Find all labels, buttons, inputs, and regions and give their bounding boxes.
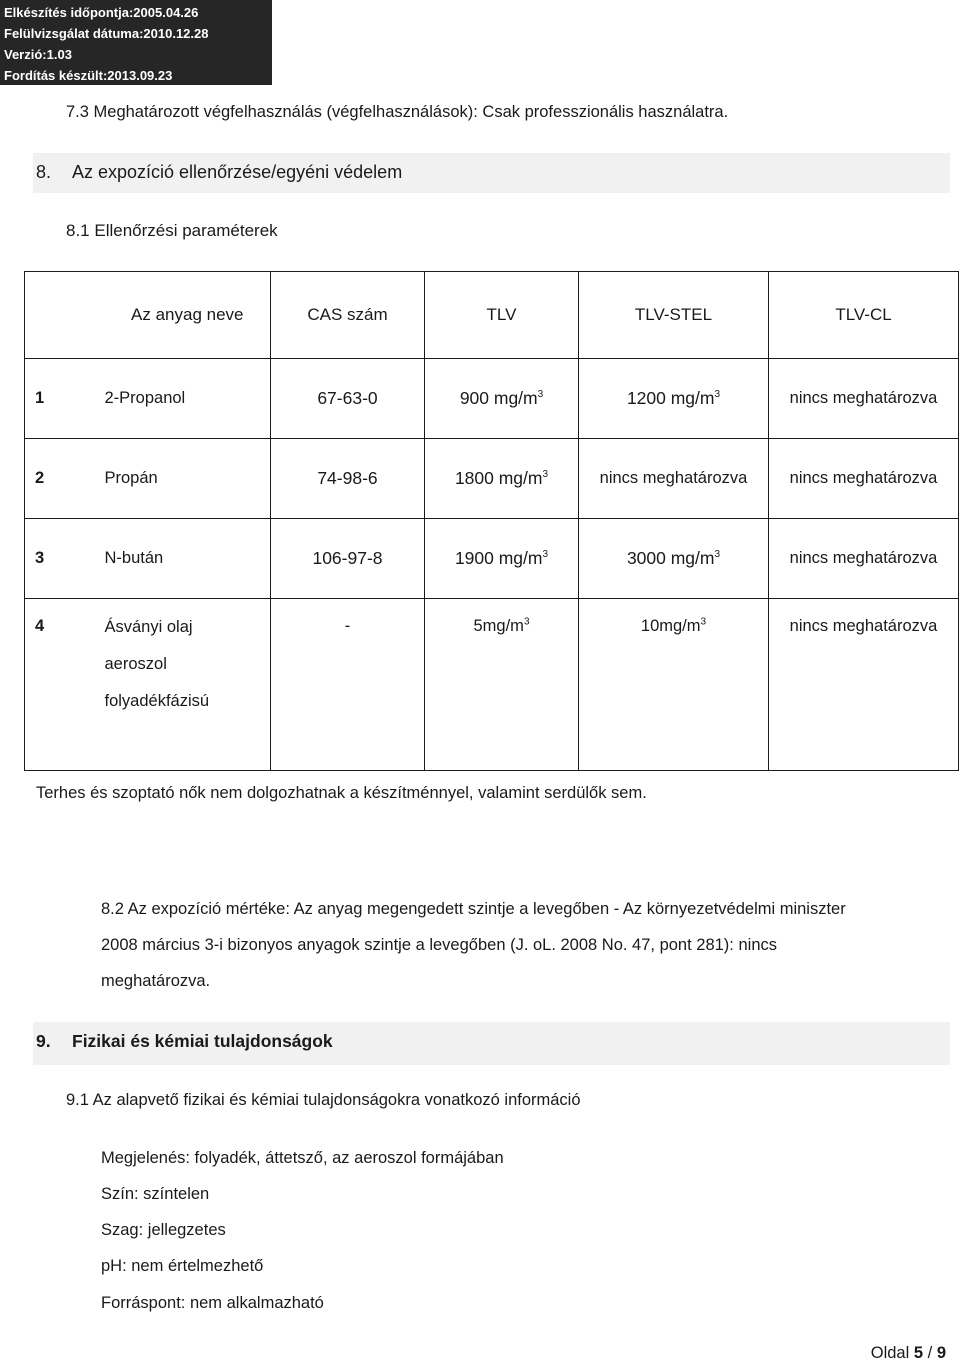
cas-number: - bbox=[271, 599, 425, 771]
translation-date: Fordítás készült:2013.09.23 bbox=[4, 68, 173, 83]
substance-name bbox=[105, 599, 271, 771]
tlv-value: 1900 $mg/m^3$ bbox=[425, 519, 579, 599]
section-8-2-line-2: 2008 március 3-i bizonyos anyagok szintje a levegőben (J. oL. 2008 No. 47, pont 281): nincs bbox=[101, 936, 777, 954]
pregnancy-note: Terhes és szoptató nők nem dolgozhatnak a készítménnyel, valamint serdülők sem. bbox=[36, 784, 647, 802]
table-row bbox=[25, 519, 959, 599]
property-appearance: Megjelenés: folyadék, áttetsző, az aeroszol formájában bbox=[101, 1149, 504, 1167]
header-tlv: TLV bbox=[425, 272, 579, 359]
section-9-heading bbox=[36, 1031, 333, 1052]
substance-name-line: aeroszol bbox=[104, 655, 167, 673]
reviewed-date: Felülvizsgálat dátuma:2010.12.28 bbox=[4, 26, 209, 41]
tlv-cl-value: nincs meghatározva bbox=[769, 519, 959, 599]
substance-name: Propán bbox=[105, 439, 271, 519]
created-date: Elkészítés időpontja:2005.04.26 bbox=[4, 5, 199, 20]
table-row bbox=[25, 439, 959, 519]
tlv-stel-value: nincs meghatározva bbox=[579, 439, 769, 519]
property-odor: Szag: jellegzetes bbox=[101, 1221, 226, 1239]
tlv-value: 900 $mg/m^3$ bbox=[425, 359, 579, 439]
section-8-title: Az expozíció ellenőrzése/egyéni védelem bbox=[72, 162, 403, 182]
substance-name: N-bután bbox=[105, 519, 271, 599]
tlv-stel-value: 1200 $mg/m^3$ bbox=[579, 359, 769, 439]
table-header-cell bbox=[25, 272, 105, 359]
row-number: 2 bbox=[25, 439, 105, 519]
header-tlv-stel: TLV-STEL bbox=[579, 272, 769, 359]
table-row bbox=[25, 599, 959, 771]
tlv-cl-value: nincs meghatározva bbox=[769, 599, 959, 771]
section-9-number: 9. bbox=[36, 1031, 51, 1051]
document-header bbox=[0, 0, 272, 85]
row-number: 4 bbox=[25, 599, 105, 771]
property-boiling-point: Forráspont: nem alkalmazható bbox=[101, 1294, 324, 1312]
section-9-1-title: 9.1 Az alapvető fizikai és kémiai tulajdonságokra vonatkozó információ bbox=[66, 1091, 581, 1109]
section-8-2-line-3: meghatározva. bbox=[101, 972, 211, 990]
substance-name: 2-Propanol bbox=[105, 359, 271, 439]
substance-name-line: Ásványi olaj bbox=[104, 618, 193, 636]
control-parameters-table bbox=[24, 271, 959, 771]
section-7-3-text: 7.3 Meghatározott végfelhasználás (végfelhasználások): Csak professzionális használatra. bbox=[66, 103, 729, 121]
section-8-2-line-1: 8.2 Az expozíció mértéke: Az anyag megengedett szintje a levegőben - Az környezetvédelmi miniszter bbox=[101, 900, 846, 918]
section-8-1-title: 8.1 Ellenőrzési paraméterek bbox=[66, 221, 278, 240]
page-number: Oldal 5 / 9 bbox=[870, 1344, 946, 1362]
tlv-stel-value: $10mg/m^3$ bbox=[579, 599, 769, 771]
tlv-value: $5mg/m^3$ bbox=[425, 599, 579, 771]
cas-number: 67-63-0 bbox=[271, 359, 425, 439]
tlv-stel-value: 3000 $mg/m^3$ bbox=[579, 519, 769, 599]
current-page: 5 bbox=[913, 1344, 924, 1362]
tlv-value: 1800 $mg/m^3$ bbox=[425, 439, 579, 519]
header-tlv-cl: TLV-CL bbox=[769, 272, 959, 359]
version: Verzió:1.03 bbox=[4, 47, 72, 62]
table-header-row bbox=[25, 272, 959, 359]
cas-number: 106-97-8 bbox=[271, 519, 425, 599]
section-8-heading bbox=[36, 162, 402, 183]
section-9-title: Fizikai és kémiai tulajdonságok bbox=[72, 1031, 333, 1051]
header-cas: CAS szám bbox=[271, 272, 425, 359]
section-8-number: 8. bbox=[36, 162, 52, 182]
row-number: 1 bbox=[25, 359, 105, 439]
tlv-cl-value: nincs meghatározva bbox=[769, 439, 959, 519]
total-pages: 9 bbox=[936, 1344, 946, 1362]
tlv-cl-value: nincs meghatározva bbox=[769, 359, 959, 439]
header-substance-name: Az anyag neve bbox=[105, 272, 271, 359]
property-color: Szín: színtelen bbox=[101, 1185, 210, 1203]
substance-name-line: folyadékfázisú bbox=[104, 692, 210, 710]
cas-number: 74-98-6 bbox=[271, 439, 425, 519]
table-row bbox=[25, 359, 959, 439]
property-ph: pH: nem értelmezhető bbox=[101, 1257, 264, 1275]
row-number: 3 bbox=[25, 519, 105, 599]
